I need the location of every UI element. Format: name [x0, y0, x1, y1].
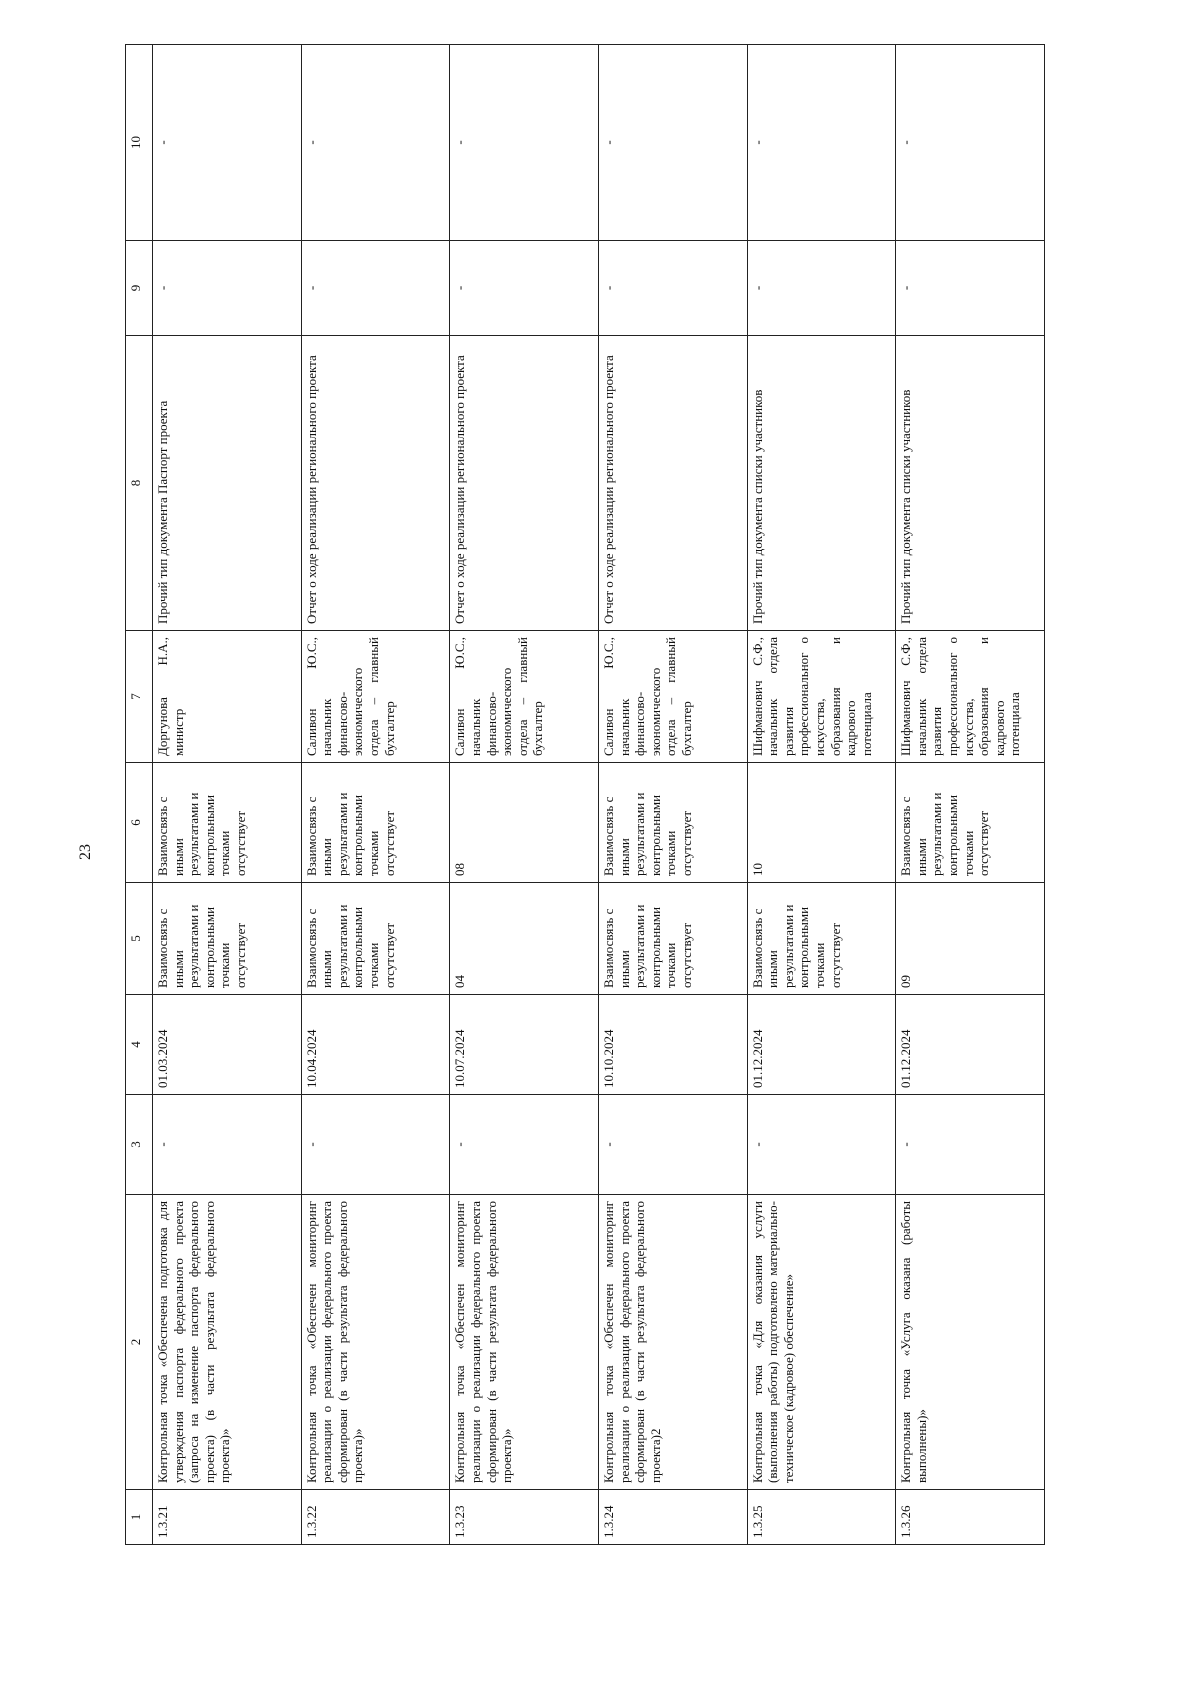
- table-row: [598, 45, 747, 1545]
- control-point-name: Контрольная точка «Обеспечен мониторинг реализации о реализации федерального проекта сформирован (в части результата федерального проекта)»: [450, 1195, 599, 1490]
- header-cell: 4: [126, 995, 153, 1095]
- control-point-name: Контрольная точка «Услуга оказана (работы выполнены)»: [896, 1195, 1045, 1490]
- cell-col10: -: [896, 45, 1045, 241]
- header-row: [126, 45, 153, 1545]
- successor-link: 10: [747, 763, 896, 883]
- page-number: 23: [77, 844, 94, 860]
- cell-col9: -: [598, 241, 747, 336]
- predecessor-link: Взаимосвязь с иными результатами и контрольными точками отсутствует: [153, 883, 302, 995]
- responsible-person: Саливон Ю.С., начальник финансово-экономического отдела – главный бухгалтер: [450, 631, 599, 763]
- cell-col9: -: [747, 241, 896, 336]
- responsible-person: Саливон Ю.С., начальник финансово-экономического отдела – главный бухгалтер: [598, 631, 747, 763]
- cell-col9: -: [450, 241, 599, 336]
- header-cell: 7: [126, 631, 153, 763]
- predecessor-link: Взаимосвязь с иными результатами и контрольными точками отсутствует: [301, 883, 450, 995]
- responsible-person: Шифманович С.Ф., начальник отдела развития профессиональног о искусства, образования и кадрового потенциала: [896, 631, 1045, 763]
- document-type: Отчет о ходе реализации регионального проекта: [598, 336, 747, 631]
- predecessor-link: 04: [450, 883, 599, 995]
- cell-col3: -: [896, 1095, 1045, 1195]
- deadline-date: 01.12.2024: [896, 995, 1045, 1095]
- table-row: [747, 45, 896, 1545]
- document-type: Отчет о ходе реализации регионального проекта: [301, 336, 450, 631]
- table-container: [125, 45, 1045, 1545]
- deadline-date: 10.10.2024: [598, 995, 747, 1095]
- cell-col3: -: [747, 1095, 896, 1195]
- deadline-date: 01.12.2024: [747, 995, 896, 1095]
- predecessor-link: Взаимосвязь с иными результатами и контрольными точками отсутствует: [598, 883, 747, 995]
- predecessor-link: 09: [896, 883, 1045, 995]
- successor-link: 08: [450, 763, 599, 883]
- header-cell: 10: [126, 45, 153, 241]
- control-point-name: Контрольная точка «Для оказания услуги (выполнения работы) подготовлено материально-техническое (кадровое) обеспечение»: [747, 1195, 896, 1490]
- row-number: 1.3.24: [598, 1490, 747, 1545]
- predecessor-link: Взаимосвязь с иными результатами и контрольными точками отсутствует: [747, 883, 896, 995]
- header-cell: 5: [126, 883, 153, 995]
- header-cell: 2: [126, 1195, 153, 1490]
- control-point-name: Контрольная точка «Обеспечен мониторинг реализации о реализации федерального проекта сформирован (в части результата федерального проекта)»: [301, 1195, 450, 1490]
- cell-col3: -: [450, 1095, 599, 1195]
- row-number: 1.3.26: [896, 1490, 1045, 1545]
- deadline-date: 01.03.2024: [153, 995, 302, 1095]
- document-type: Отчет о ходе реализации регионального проекта: [450, 336, 599, 631]
- successor-link: Взаимосвязь с иными результатами и контрольными точками отсутствует: [153, 763, 302, 883]
- document-type: Прочий тип документа списки участников: [896, 336, 1045, 631]
- header-cell: 9: [126, 241, 153, 336]
- successor-link: Взаимосвязь с иными результатами и контрольными точками отсутствует: [598, 763, 747, 883]
- responsible-person: Шифманович С.Ф., начальник отдела развития профессиональног о искусства, образования и кадрового потенциала: [747, 631, 896, 763]
- table-row: [450, 45, 599, 1545]
- cell-col10: -: [301, 45, 450, 241]
- document-type: Прочий тип документа Паспорт проекта: [153, 336, 302, 631]
- control-point-name: Контрольная точка «Обеспечен мониторинг реализации о реализации федерального проекта сформирован (в части результата федерального проекта)2: [598, 1195, 747, 1490]
- responsible-person: Доргунова Н.А., министр: [153, 631, 302, 763]
- row-number: 1.3.21: [153, 1490, 302, 1545]
- cell-col3: -: [301, 1095, 450, 1195]
- row-number: 1.3.22: [301, 1490, 450, 1545]
- deadline-date: 10.04.2024: [301, 995, 450, 1095]
- deadline-date: 10.07.2024: [450, 995, 599, 1095]
- cell-col10: -: [153, 45, 302, 241]
- rotated-table-frame: [125, 45, 1045, 1545]
- document-type: Прочий тип документа списки участников: [747, 336, 896, 631]
- successor-link: Взаимосвязь с иными результатами и контрольными точками отсутствует: [301, 763, 450, 883]
- cell-col10: -: [450, 45, 599, 241]
- cell-col9: -: [896, 241, 1045, 336]
- table-row: [153, 45, 302, 1545]
- table-row: [301, 45, 450, 1545]
- responsible-person: Саливон Ю.С., начальник финансово-экономического отдела – главный бухгалтер: [301, 631, 450, 763]
- successor-link: Взаимосвязь с иными результатами и контрольными точками отсутствует: [896, 763, 1045, 883]
- cell-col3: -: [153, 1095, 302, 1195]
- cell-col9: -: [153, 241, 302, 336]
- cell-col9: -: [301, 241, 450, 336]
- control-point-name: Контрольная точка «Обеспечена подготовка для утверждения паспорта федерального проекта (запроса на изменение паспорта федерального проекта) (в части результата федерального проекта)»: [153, 1195, 302, 1490]
- control-points-table: [125, 44, 1045, 1545]
- cell-col3: -: [598, 1095, 747, 1195]
- header-cell: 8: [126, 336, 153, 631]
- row-number: 1.3.23: [450, 1490, 599, 1545]
- table-row: [896, 45, 1045, 1545]
- header-cell: 3: [126, 1095, 153, 1195]
- header-cell: 6: [126, 763, 153, 883]
- cell-col10: -: [747, 45, 896, 241]
- cell-col10: -: [598, 45, 747, 241]
- header-cell: 1: [126, 1490, 153, 1545]
- row-number: 1.3.25: [747, 1490, 896, 1545]
